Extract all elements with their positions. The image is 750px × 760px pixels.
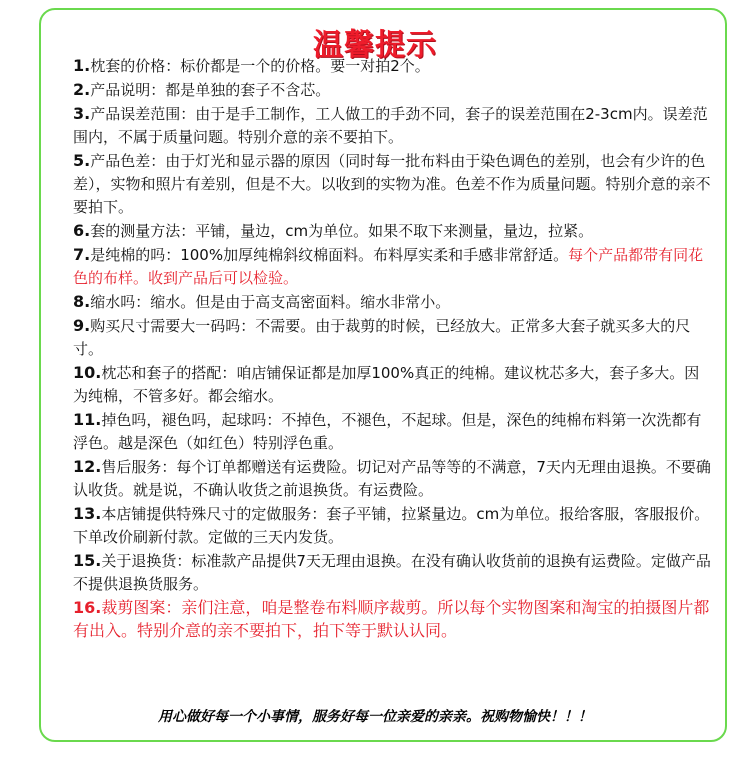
- note-item: 2.产品说明：都是单独的套子不含芯。: [73, 80, 331, 99]
- note-item: 7.是纯棉的吗：100%加厚纯棉斜纹棉面料。布料厚实柔和手感非常舒适。每个产品都带有同花色的布样。收到产品后可以检验。: [73, 245, 704, 287]
- note-item: 15.关于退换货：标准款产品提供7天无理由退换。在没有确认收货前的退换有运费险。定做产品不提供退换货服务。: [73, 551, 711, 593]
- note-item-cutting: 16.裁剪图案：亲们注意，咱是整卷布料顺序裁剪。所以每个实物图案和淘宝的拍摄图片都有出入。特别介意的亲不要拍下，拍下等于默认认同。: [73, 598, 710, 640]
- note-item: 9.购买尺寸需要大一码吗：不需要。由于裁剪的时候，已经放大。正常多大套子就买多大的尺寸。: [73, 316, 691, 358]
- note-item: 12.售后服务：每个订单都赠送有运费险。切记对产品等等的不满意，7天内无理由退换。不要确认收货。就是说，不确认收货之前退换货。有运费险。: [73, 457, 711, 499]
- note-item: 6.套的测量方法：平铺，量边，cm为单位。如果不取下来测量，量边，拉紧。: [73, 221, 594, 240]
- notes-list: [73, 54, 713, 642]
- sample-note: 每个产品都带有同花色的布样。收到产品后可以检验。: [73, 246, 704, 287]
- note-item: 8.缩水吗：缩水。但是由于高支高密面料。缩水非常小。: [73, 292, 451, 311]
- notice-title: 温馨提示: [313, 28, 437, 63]
- footer-slogan: 用心做好每一个小事情，服务好每一位亲爱的亲亲。祝购物愉快！！！: [158, 709, 592, 725]
- note-item: 13.本店铺提供特殊尺寸的定做服务：套子平铺，拉紧量边。cm为单位。报给客服，客服报价。下单改价刷新付款。定做的三天内发货。: [73, 504, 710, 546]
- note-item: 5.产品色差：由于灯光和显示器的原因（同时每一批布料由于染色调色的差别，也会有少许的色差），实物和照片有差别，但是不大。以收到的实物为准。色差不作为质量问题。特别介意的亲不要拍下。: [73, 151, 711, 216]
- note-item: 3.产品误差范围：由于是手工制作，工人做工的手劲不同，套子的误差范围在2-3cm内。误差范围内，不属于质量问题。特别介意的亲不要拍下。: [73, 104, 708, 146]
- note-item: 1.枕套的价格：标价都是一个的价格。要一对拍2个。: [73, 56, 430, 75]
- note-item: 11.掉色吗，褪色吗，起球吗：不掉色，不褪色，不起球。但是，深色的纯棉布料第一次洗都有浮色。越是深色（如红色）特别浮色重。: [73, 410, 702, 452]
- note-item: 10.枕芯和套子的搭配：咱店铺保证都是加厚100%真正的纯棉。建议枕芯多大，套子多大。因为纯棉，不管多好。都会缩水。: [73, 363, 700, 405]
